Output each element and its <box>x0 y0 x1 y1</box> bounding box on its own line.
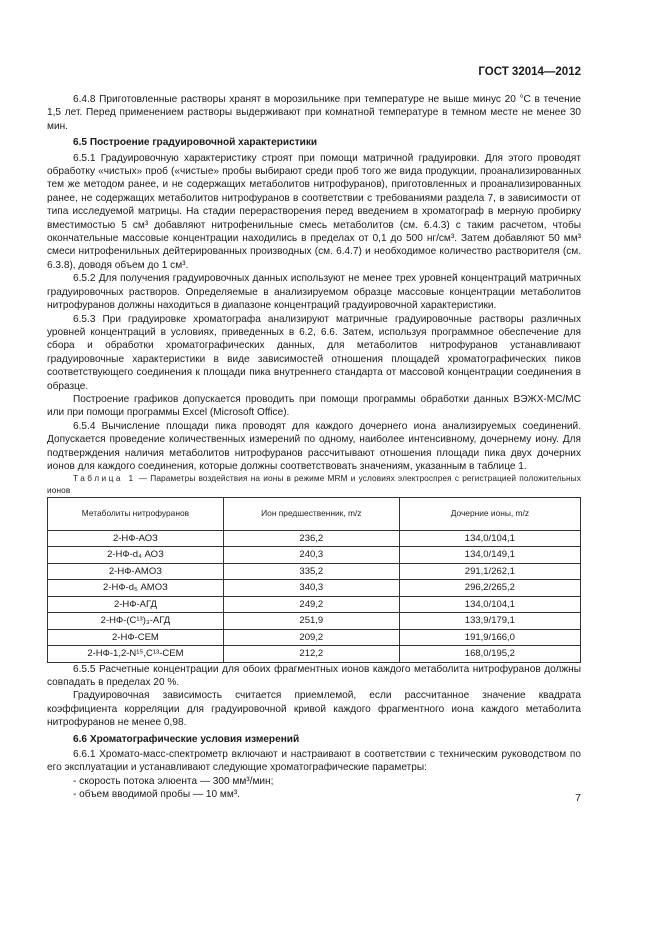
page-number: 7 <box>575 792 581 804</box>
cell-precursor: 240,3 <box>223 547 399 564</box>
table-header-row <box>48 497 581 530</box>
cell-metabolite: 2-НФ-АОЗ <box>48 530 224 547</box>
cell-metabolite: 2-НФ-АГД <box>48 596 224 613</box>
table-1 <box>47 497 581 663</box>
column-header-daughters: Дочерние ионы, m/z <box>399 497 580 530</box>
paragraph-graphs: Построение графиков допускается проводить при помощи программы обработки данных ВЭЖХ-МС/МС или при помощи программы Excel (Microsoft Office). <box>47 393 581 419</box>
table-row <box>48 580 581 597</box>
paragraph-6-5-2: 6.5.2 Для получения градуировочных данных используют не менее трех уровней концентраций матричных градуировочных растворов. Определяемые в анализируемом образце массовые концентрации метаболитов нитрофуранов должны находиться в диапазоне концентраций градуировочной характеристики. <box>47 273 581 312</box>
cell-precursor: 251,9 <box>223 613 399 630</box>
cell-precursor: 236,2 <box>223 530 399 547</box>
cell-daughters: 134,0/104,1 <box>399 596 580 613</box>
cell-precursor: 249,2 <box>223 596 399 613</box>
cell-daughters: 133,9/179,1 <box>399 613 580 630</box>
cell-daughters: 134,0/149,1 <box>399 547 580 564</box>
cell-metabolite: 2-НФ-АМОЗ <box>48 563 224 580</box>
cell-precursor: 212,2 <box>223 646 399 663</box>
document-header: ГОСТ 32014—2012 <box>478 66 581 78</box>
paragraph-6-5-3: 6.5.3 При градуировке хроматографа анализируют матричные градуировочные растворы различных уровней концентраций в условиях, приведенных в 6.2, 6.6. Затем, используя программное обеспечение для сбора и обработки хроматографических данных, для метаболитов нитрофуранов устанавливают градуировочные характеристики в виде зависимостей отношения площадей хроматографических пиков соответствующего соединения к площади пика внутреннего стандарта от массовой концентрации соединения в образце. <box>47 313 581 392</box>
cell-metabolite: 2-НФ-1,2-N¹⁵,C¹³-СЕМ <box>48 646 224 663</box>
table-caption-text: — Параметры воздействия на ионы в режиме MRM и условиях электроспрея с регистрацией положительных ионов <box>47 473 581 495</box>
cell-metabolite: 2-НФ-d₅ АМОЗ <box>48 580 224 597</box>
column-header-precursor: Ион предшественник, m/z <box>223 497 399 530</box>
table-row <box>48 596 581 613</box>
table-row <box>48 629 581 646</box>
cell-metabolite: 2-НФ-СЕМ <box>48 629 224 646</box>
table-caption <box>47 473 581 496</box>
section-title-6-6: 6.6 Хроматографические условия измерений <box>73 733 300 745</box>
table-row <box>48 530 581 547</box>
list-item: - объем вводимой пробы — 10 мм³. <box>73 789 240 801</box>
cell-precursor: 335,2 <box>223 563 399 580</box>
cell-daughters: 296,2/265,2 <box>399 580 580 597</box>
paragraph-6-4-8: 6.4.8 Приготовленные растворы хранят в морозильнике при температуре не выше минус 20 °С в течение 1,5 лет. Перед применением растворы выдерживают при комнатной температуре в темном месте не менее 30 мин. <box>47 94 581 132</box>
paragraph-6-5-5: 6.5.5 Расчетные концентрации для обоих фрагментных ионов каждого метаболита нитрофуранов должны совпадать в пределах 20 %. <box>47 663 581 688</box>
list-item: - скорость потока элюента — 300 мм³/мин; <box>73 775 274 787</box>
paragraph-6-6-1: 6.6.1 Хромато-масс-спектрометр включают и настраивают в соответствии с техническим руководством по его эксплуатации и устанавливают следующие хроматографические параметры: <box>47 749 581 774</box>
table-row <box>48 613 581 630</box>
paragraph-6-5-1: 6.5.1 Градуировочную характеристику строят при помощи матричной градуировки. Для этого проводят обработку «чистых» проб («чистые» пробы выбирают среди проб того же вида продукции, проанализированных тем же методом ранее, и не содержащих метаболитов нитрофуранов), приготовленных и проанализированных ранее, не содержащих метаболитов нитрофуранов в соответствии с требованиями раздела 7, в зависимости от типа исследуемой матрицы. На стадии перерастворения перед введением в хроматограф в мерную пробирку вместимостью 5 см³ добавляют нитрофенильные смесь метаболитов (см. 6.4.3) с таким расчетом, чтобы окончательные массовые концентрации находились в пределах от 0,1 до 500 нг/см³. Затем добавляют 50 мм³ смеси нитрофенильных дейтерированных производных (см. 6.4.7) и необходимое количество растворителя (см. 6.3.8), доводя объем до 1 см³. <box>47 152 581 271</box>
section-title-6-5: 6.5 Построение градуировочной характеристики <box>73 137 318 149</box>
table-row <box>48 563 581 580</box>
table-row <box>48 646 581 663</box>
cell-daughters: 291,1/262,1 <box>399 563 580 580</box>
cell-daughters: 191,9/166,0 <box>399 629 580 646</box>
cell-precursor: 209,2 <box>223 629 399 646</box>
cell-precursor: 340,3 <box>223 580 399 597</box>
table-row <box>48 547 581 564</box>
cell-daughters: 134,0/104,1 <box>399 530 580 547</box>
paragraph-grad: Градуировочная зависимость считается приемлемой, если рассчитанное значение квадрата коэффициента корреляции для градуировочной кривой каждого фрагментного иона каждого метаболита нитрофуранов не менее 0,98. <box>47 690 581 729</box>
cell-daughters: 168,0/195,2 <box>399 646 580 663</box>
table-caption-label: Таблица 1 <box>73 473 136 484</box>
paragraph-6-5-4: 6.5.4 Вычисление площади пика проводят для каждого дочернего иона анализируемых соединений. Допускается проведение количественных измерений по одному, наиболее интенсивному, дочернему иону. Для подтверждения наличия метаболитов нитрофуранов рассчитывают отношения площади пика двух дочерних ионов для каждого соединения, которые должны соответствовать значениям, указанным в таблице 1. <box>47 420 581 472</box>
page-content <box>47 93 581 802</box>
cell-metabolite: 2-НФ-d₄ АОЗ <box>48 547 224 564</box>
column-header-metabolite: Метаболиты нитрофуранов <box>48 497 224 530</box>
cell-metabolite: 2-НФ-(C¹³)₃-АГД <box>48 613 224 630</box>
